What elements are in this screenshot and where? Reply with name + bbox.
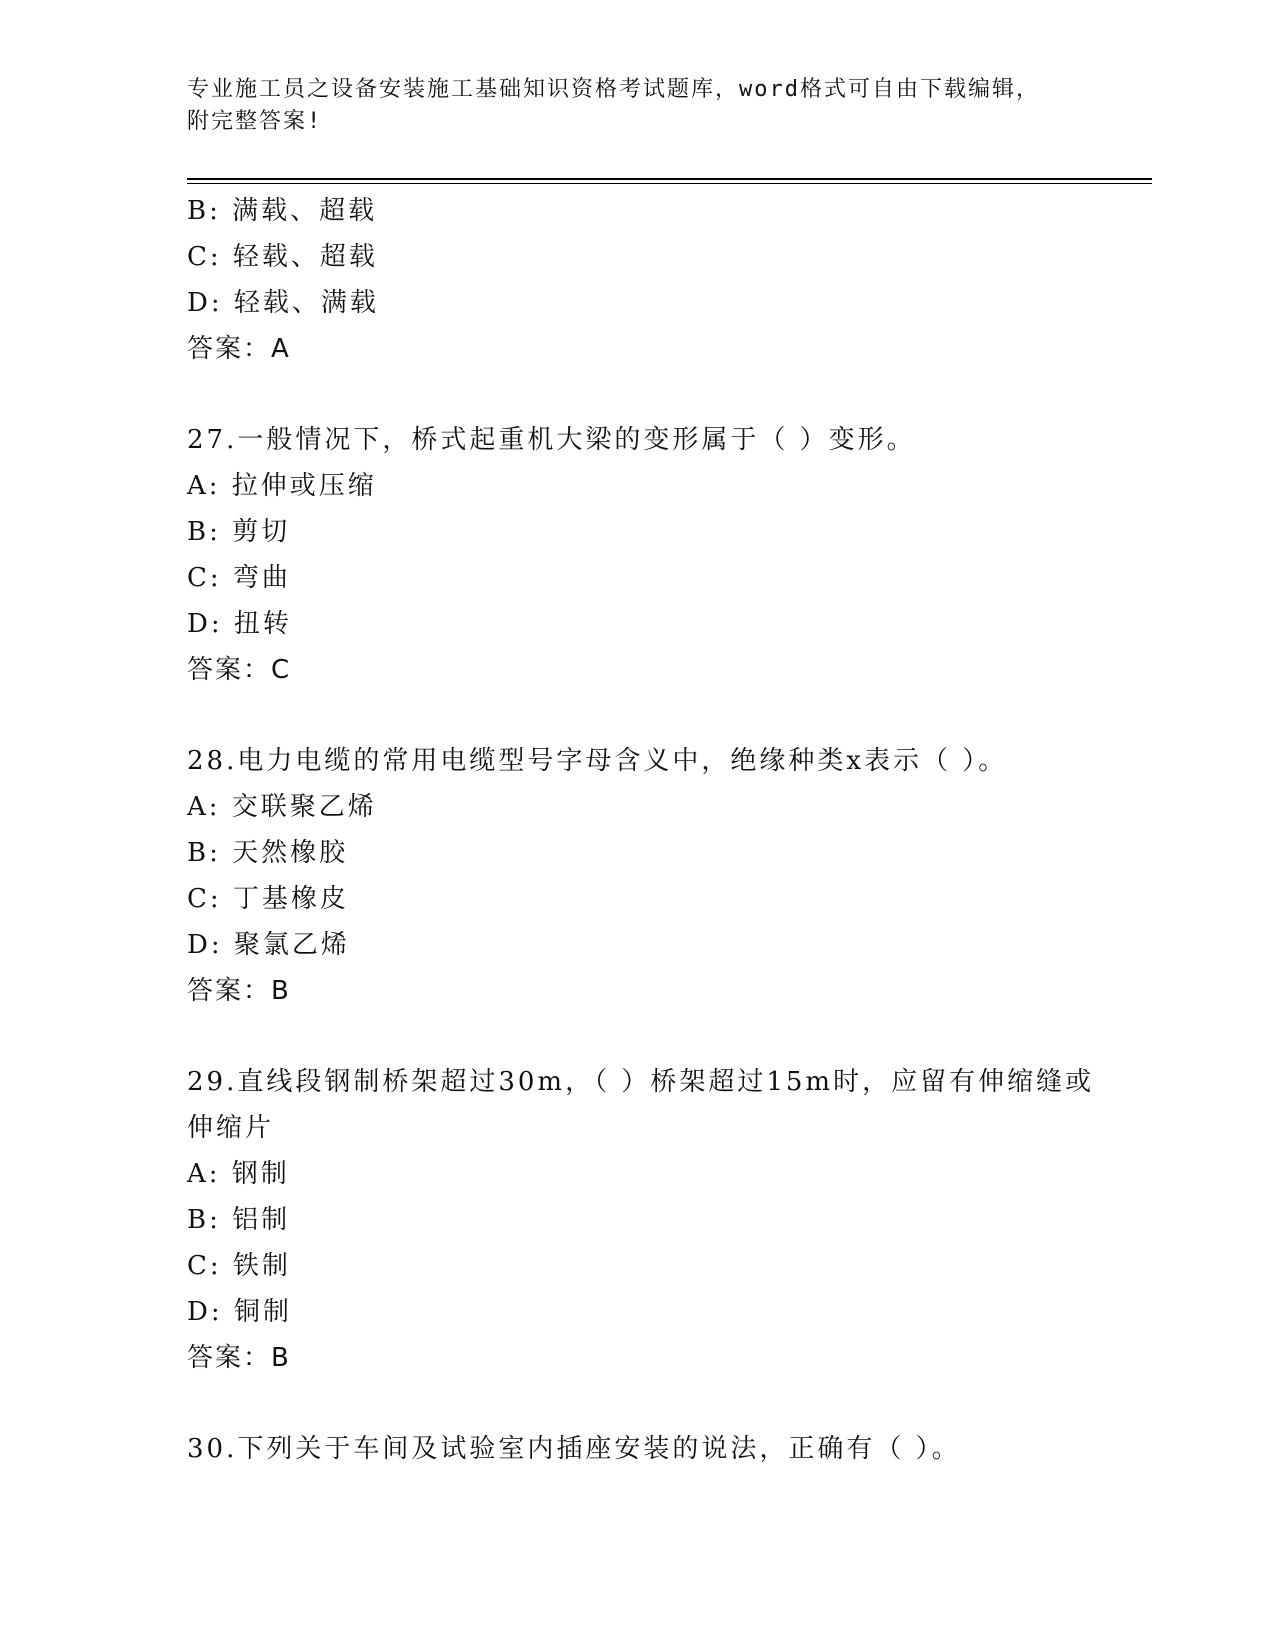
option-d: D: 扭转 (187, 609, 292, 639)
option-a: A: 拉伸或压缩 (187, 471, 377, 501)
option-d: D: 聚氯乙烯 (187, 930, 350, 960)
option-c: C: 轻载、超载 (187, 242, 378, 272)
answer: 答案：B (187, 1343, 291, 1373)
answer: 答案：A (187, 334, 291, 364)
option-b: B: 天然橡胶 (187, 838, 349, 868)
question-27: 27.一般情况下，桥式起重机大梁的变形属于（ ）变形。 (187, 425, 916, 455)
option-a: A: 钢制 (187, 1159, 290, 1189)
answer: 答案：B (187, 976, 291, 1006)
header-rule-thick (187, 178, 1152, 180)
option-b: B: 剪切 (187, 517, 291, 547)
answer: 答案：C (187, 655, 292, 685)
option-b: B: 铝制 (187, 1205, 291, 1235)
option-b: B: 满载、超载 (187, 196, 378, 226)
header-line-2: 附完整答案! (187, 109, 323, 134)
question-29-line-2: 伸缩片 (187, 1113, 275, 1143)
option-c: C: 铁制 (187, 1251, 291, 1281)
question-list (187, 188, 1095, 1472)
header-line-1: 专业施工员之设备安装施工基础知识资格考试题库，word格式可自由下载编辑， (187, 77, 1040, 102)
question-30: 30.下列关于车间及试验室内插座安装的说法，正确有（ ）。 (187, 1434, 961, 1464)
option-d: D: 轻载、满载 (187, 288, 379, 318)
option-c: C: 弯曲 (187, 563, 291, 593)
question-29-line-1: 29.直线段钢制桥架超过30m，（ ）桥架超过15m时，应留有伸缩缝或 (187, 1067, 1095, 1097)
option-a: A: 交联聚乙烯 (187, 792, 377, 822)
document-header (187, 74, 1087, 138)
option-c: C: 丁基橡皮 (187, 884, 349, 914)
header-rule-thin (187, 183, 1152, 184)
question-28: 28.电力电缆的常用电缆型号字母含义中，绝缘种类x表示（ ）。 (187, 746, 1008, 776)
option-d: D: 铜制 (187, 1297, 292, 1327)
